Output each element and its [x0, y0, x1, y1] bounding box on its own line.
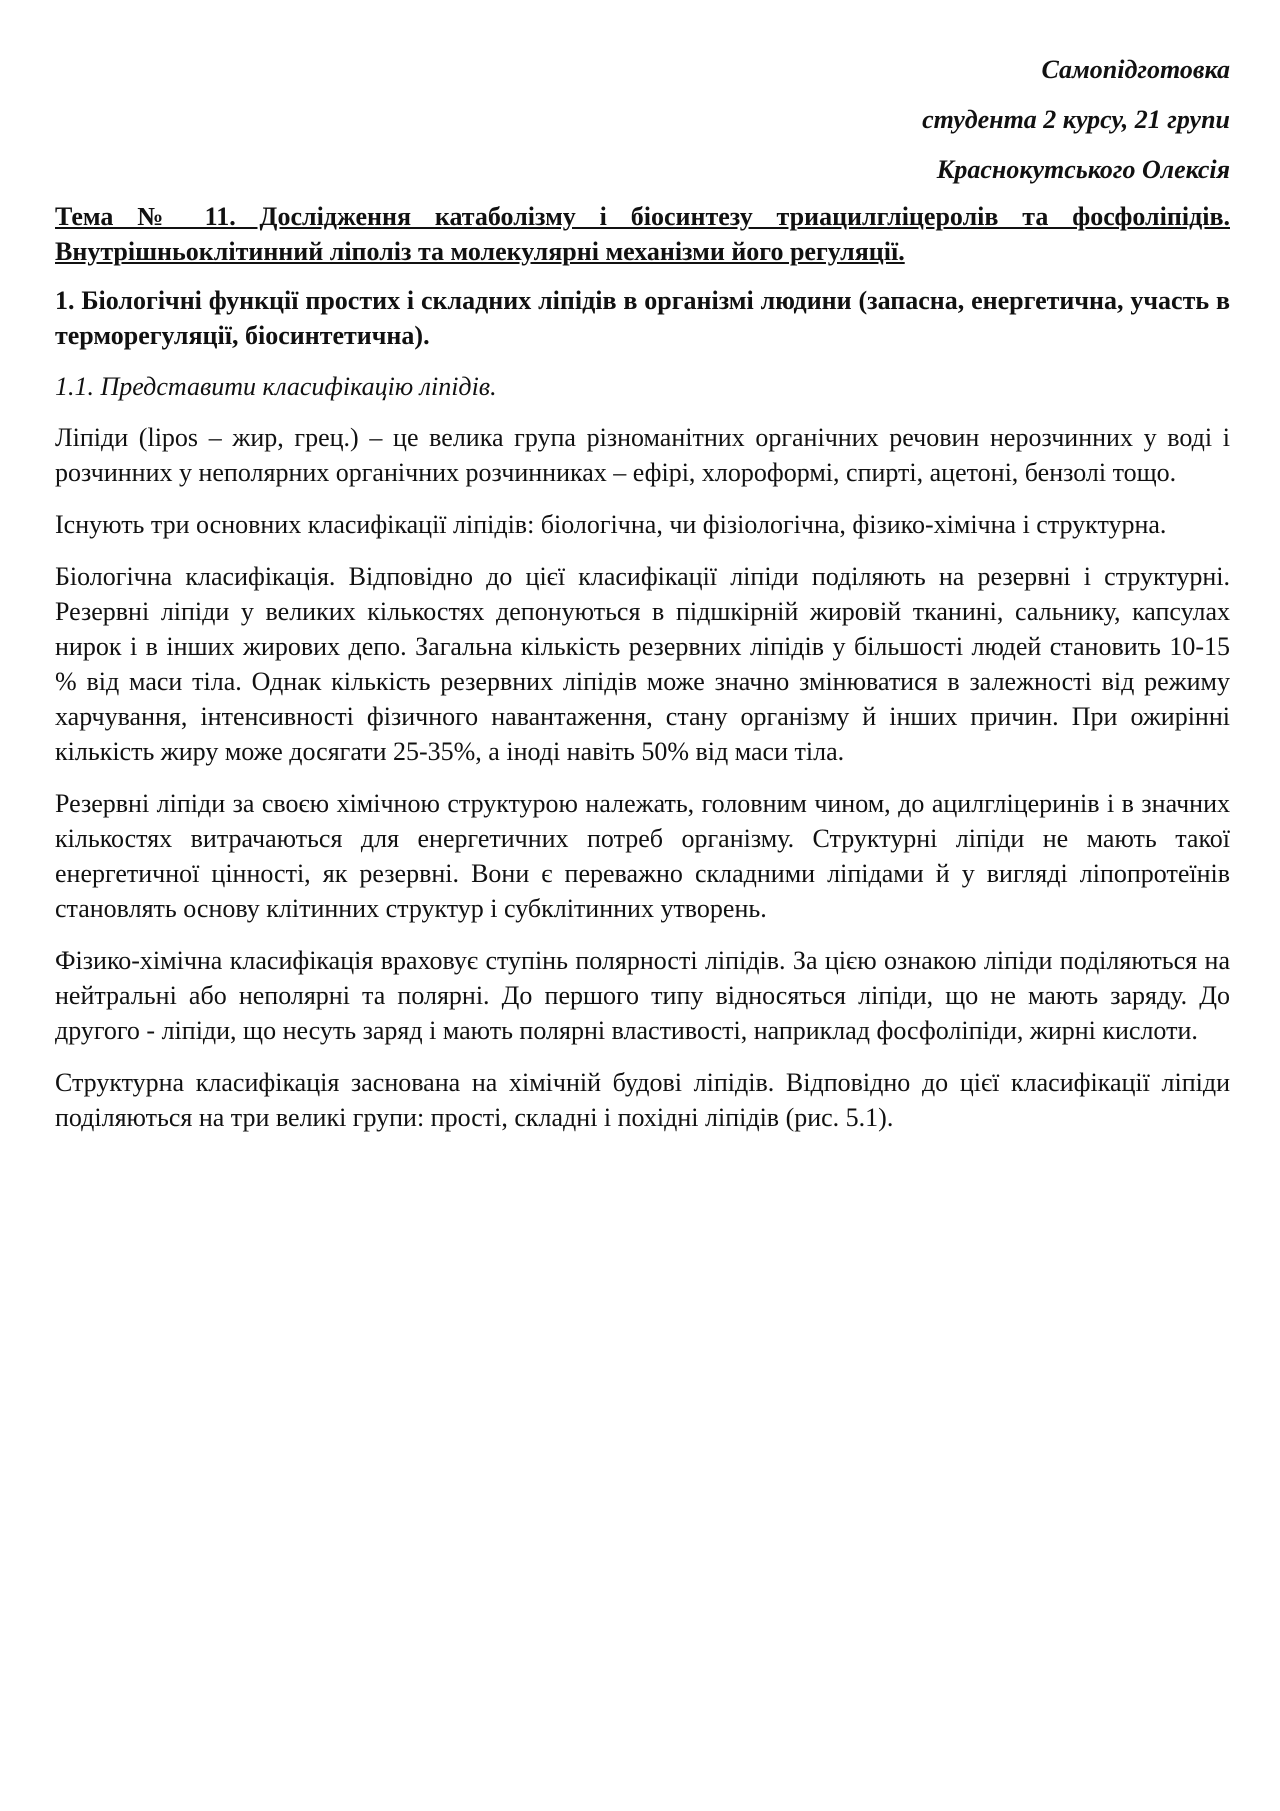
header-student-course: студента 2 курсу, 21 групи: [922, 105, 1230, 134]
paragraph-classification-types: Існують три основних класифікації ліпідів: біологічна, чи фізіологічна, фізико-хімічна і структурна.: [55, 510, 1167, 539]
paragraph-structural-classification: Структурна класифікація заснована на хімічній будові ліпідів. Відповідно до цієї класифікації ліпіди поділяються на три великі групи: прості, складні і похідні ліпідів (рис. 5.1).: [55, 1068, 1230, 1132]
paragraph-reserve-lipids: Резервні ліпіди за своєю хімічною структурою належать, головним чином, до ацилгліцеринів і в значних кількостях витрачаються для енергетичних потреб організму. Структурні ліпіди не мають такої енергетичної цінності, як резервні. Вони є переважно складними ліпідами й у вигляді ліпопротеїнів становлять основу клітинних структур і субклітинних утворень.: [55, 789, 1230, 923]
document-page: [55, 52, 1230, 1152]
topic-title: Тема № 11. Дослідження катаболізму і біосинтезу триацилгліцеролів та фосфоліпідів. Внутрішньоклітинний ліполіз та молекулярні механізми його регуляції.: [55, 202, 1230, 266]
subsection-heading: 1.1. Представити класифікацію ліпідів.: [55, 372, 497, 401]
paragraph-lipids-definition: Ліпіди (lipos – жир, грец.) – це велика група різноманітних органічних речовин нерозчинних у воді і розчинних у неполярних органічних розчинниках – ефірі, хлороформі, спирті, ацетоні, бензолі тощо.: [55, 423, 1230, 487]
paragraph-biological-classification: Біологічна класифікація. Відповідно до цієї класифікації ліпіди поділяють на резервні і структурні. Резервні ліпіди у великих кількостях депонуються в підшкірній жировій тканині, сальнику, капсулах нирок і в інших жирових депо. Загальна кількість резервних ліпідів у більшості людей становить 10-15 % від маси тіла. Однак кількість резервних ліпідів може значно змінюватися в залежності від режиму харчування, інтенсивності фізичного навантаження, стану організму й інших причин. При ожирінні кількість жиру може досягати 25-35%, а іноді навіть 50% від маси тіла.: [55, 562, 1230, 766]
paragraph-physicochemical-classification: Фізико-хімічна класифікація враховує ступінь полярності ліпідів. За цією ознакою ліпіди поділяються на нейтральні або неполярні та полярні. До першого типу відносяться ліпіди, що не мають заряду. До другого - ліпіди, що несуть заряд і мають полярні властивості, наприклад фосфоліпіди, жирні кислоти.: [55, 946, 1230, 1045]
section-heading: 1. Біологічні функції простих і складних ліпідів в організмі людини (запасна, енергетична, участь в терморегуляції, біосинтетична).: [55, 286, 1230, 350]
header-title: Самопідготовка: [1041, 55, 1230, 84]
header-student-name: Краснокутського Олексія: [936, 155, 1230, 184]
